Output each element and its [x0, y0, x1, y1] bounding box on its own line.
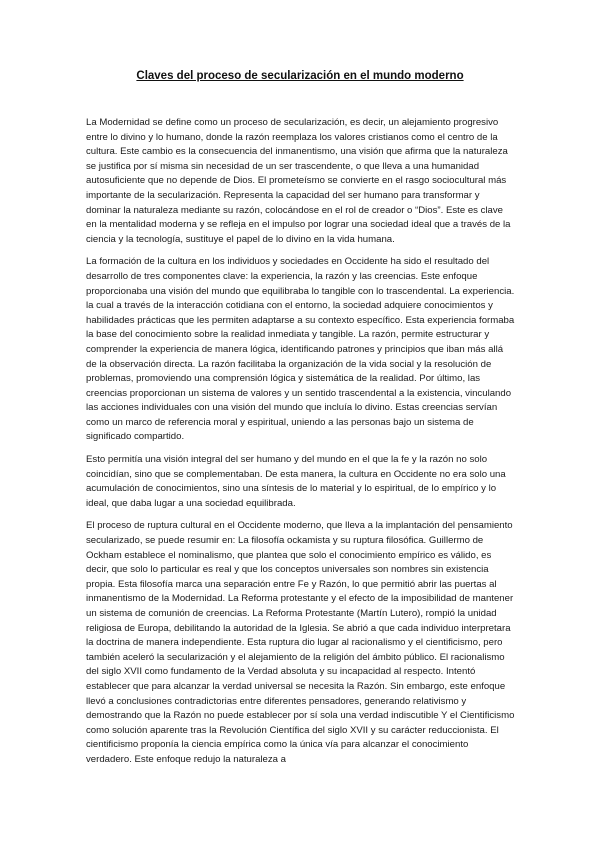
document-title: Claves del proceso de secularización en el mundo moderno	[136, 70, 464, 82]
paragraph-vision-integral: Esto permitía una visión integral del ser humano y del mundo en el que la fe y la razón no solo coincidían, sino que se complementaban. De esta manera, la cultura en Occidente no era solo una acumulación de conocimientos, sino una síntesis de lo material y lo espiritual, de lo empírico y lo ideal, que daba lugar a una sociedad equilibrada.	[86, 454, 506, 509]
paragraph-modernidad: La Modernidad se define como un proceso de secularización, es decir, un alejamiento progresivo entre lo divino y lo humano, donde la razón reemplaza los valores cristianos como el centro de la cultura. Este cambio es la consecuencia del inmanentismo, una visión que afirma que la naturaleza se justifica por sí misma sin necesidad de un ser trascendente, o que lleva a una humanidad autosuficiente que no depende de Dios. El prometeísmo se convierte en el rasgo sociocultural más importante de la secularización. Representa la capacidad del ser humano para transformar y dominar la naturaleza mediante su razón, colocándose en el rol de creador o “Dios”. Este es clave en la mentalidad moderna y se refleja en el impulso por lograr una sociedad ideal que a través de la ciencia y la tecnología, sustituye el papel de lo divino en la vida humana.	[86, 117, 511, 245]
document-body	[86, 116, 516, 776]
paragraph-formacion-cultura: La formación de la cultura en los individuos y sociedades en Occidente ha sido el resultado del desarrollo de tres componentes clave: la experiencia, la razón y las creencias. Este enfoque proporcionaba una visión del mundo que equilibraba lo tangible con lo trascendental. La experiencia. la cual a través de la interacción cotidiana con el entorno, la sociedad adquiere conocimientos y habilidades prácticas que les permiten adaptarse a su contexto específico. Esta experiencia formaba la base del conocimiento sobre la realidad inmediata y tangible. La razón, permite estructurar y comprender la experiencia de manera lógica, identificando patrones y principios que iban más allá de la observación directa. La razón facilitaba la organización de la vida social y la resolución de problemas, promoviendo una comprensión lógica y sistemática de la realidad. Por último, las creencias proporcionan un sistema de valores y un sentido trascendental a la existencia, vinculando las acciones individuales con una visión del mundo que incluía lo divino. Estas creencias servían como un marco de referencia moral y espiritual, uniendo a las personas bajo un sistema de significado compartido.	[86, 256, 515, 443]
paragraph-ruptura-cultural: El proceso de ruptura cultural en el Occidente moderno, que lleva a la implantación del pensamiento secularizado, se puede resumir en: La filosofía ockamista y su ruptura filosófica. Guillermo de Ockham establece el nominalismo, que plantea que solo el conocimiento empírico es válido, es decir, que solo lo particular es real y que los conceptos universales son nombres sin existencia propia. Esta filosofía marca una separación entre Fe y Razón, lo que permitió abrir las puertas al inmanentismo de la Modernidad. La Reforma protestante y el efecto de la imposibilidad de mantener un sistema de comunión de creencias. La Reforma Protestante (Martín Lutero), rompió la unidad religiosa de Europa, debilitando la autoridad de la Iglesia. Se abrió a que cada individuo interpretara la doctrina de manera independiente. Esta ruptura dio lugar al racionalismo y el cientificismo, pero también aceleró la secularización y el alejamiento de la religión del ámbito público. El racionalismo del siglo XVII como fundamento de la Verdad absoluta y su incapacidad al respecto. Intentó establecer que para alcanzar la verdad universal se necesita la Razón. Sin embargo, este enfoque llevó a conclusiones contradictorias entre diferentes pensadores, generando relativismo y demostrando que la Razón no puede establecer por sí sola una verdad indiscutible Y el Cientificismo como solución aparente tras la Revolución Científica del siglo XVII y su carácter reduccionista. El cientificismo proponía la ciencia empírica como la única vía para alcanzar el conocimiento verdadero. Este enfoque redujo la naturaleza a	[86, 520, 515, 765]
